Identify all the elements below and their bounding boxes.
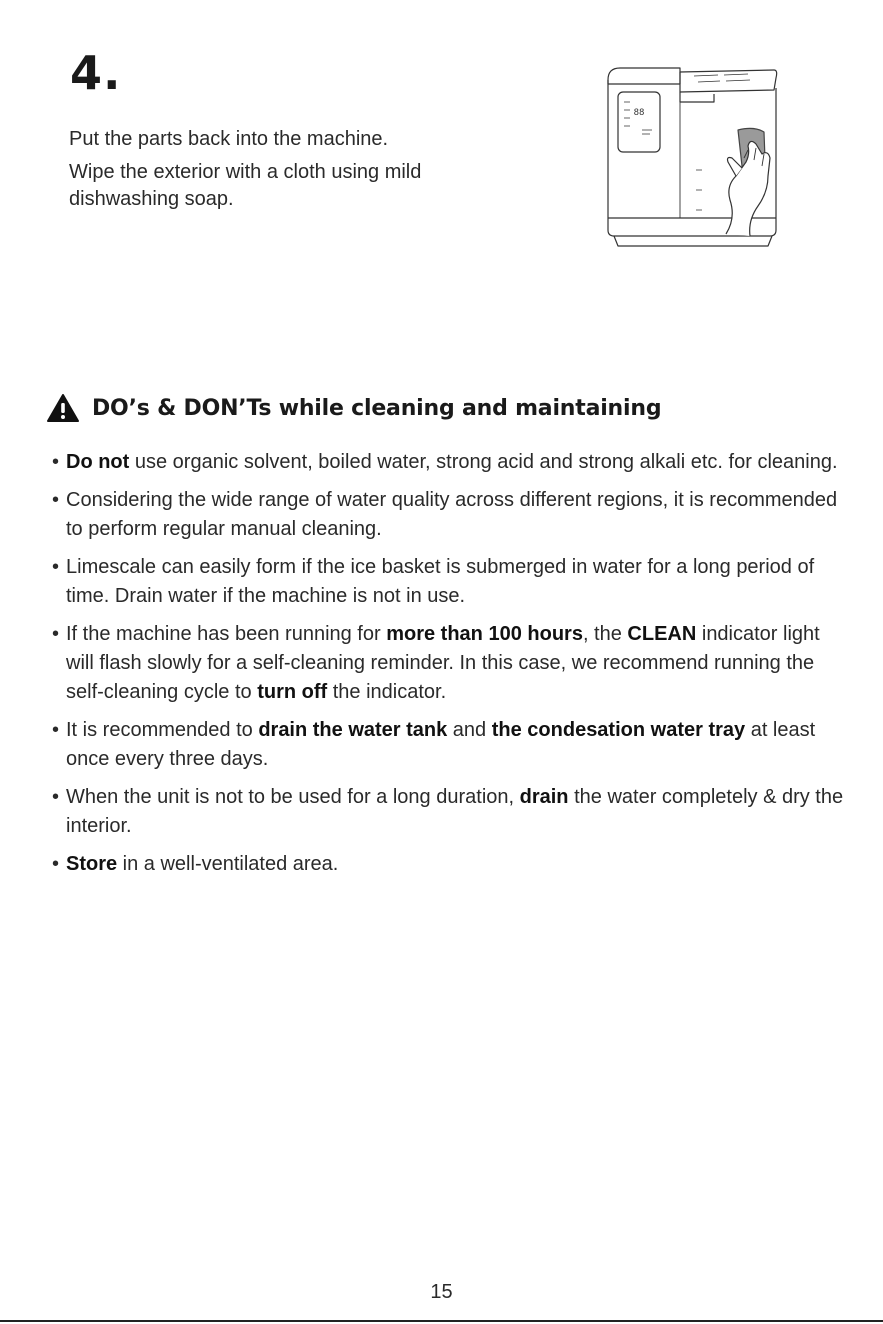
rule-emphasis: drain the water tank <box>258 719 448 741</box>
step-line-2: Wipe the exterior with a cloth using mild dishwashing soap. <box>69 161 422 210</box>
step-number: 4. <box>70 46 122 100</box>
rule-text: use organic solvent, boiled water, strong acid and strong alkali etc. for cleaning. <box>129 451 838 473</box>
rule-item <box>52 850 852 879</box>
rule-item <box>52 448 852 477</box>
dos-and-donts-list <box>52 448 852 879</box>
warning-title: DO’s & DON’Ts while cleaning and maintaining <box>92 395 662 421</box>
rule-text: indicator light will flash slowly for a self-cleaning reminder. In this case, we recommend running the self-cleaning cycle to <box>66 623 820 703</box>
rule-text: at least once every three days. <box>66 719 816 770</box>
rule-emphasis: drain <box>519 786 569 808</box>
rule-emphasis: Store <box>66 853 118 875</box>
display-digits: 88 <box>633 108 645 118</box>
rule-text: the water completely & dry the interior. <box>66 786 844 837</box>
warning-triangle-icon <box>46 393 80 423</box>
rule-emphasis: turn off <box>257 681 328 703</box>
rule-emphasis: Do not <box>66 451 130 473</box>
rule-item <box>52 486 852 544</box>
rule-text: If the machine has been running for <box>66 623 387 645</box>
rule-text: It is recommended to <box>66 719 259 741</box>
rule-item <box>52 716 852 774</box>
rule-emphasis: the condesation water tray <box>491 719 746 741</box>
rule-text: Limescale can easily form if the ice basket is submerged in water for a long period of time. Drain water if the machine is not in use. <box>66 556 815 607</box>
rule-text: in a well-ventilated area. <box>117 853 339 875</box>
rule-item <box>52 553 852 611</box>
page-bottom-rule <box>0 1320 883 1322</box>
rule-text: Considering the wide range of water quality across different regions, it is recommended to perform regular manual cleaning. <box>66 489 838 540</box>
rule-emphasis: more than 100 hours <box>386 623 583 645</box>
page-number: 15 <box>430 1281 453 1303</box>
rule-text: the indicator. <box>327 681 447 703</box>
step-instructions <box>69 126 529 213</box>
rule-emphasis: CLEAN <box>627 623 697 645</box>
step-line-1: Put the parts back into the machine. <box>69 128 389 150</box>
rule-item <box>52 620 852 707</box>
rule-item <box>52 783 852 841</box>
rule-text: and <box>447 719 492 741</box>
machine-wiping-illustration <box>598 58 788 258</box>
warning-header <box>46 393 661 423</box>
rule-text: When the unit is not to be used for a long duration, <box>66 786 520 808</box>
rule-text: , the <box>582 623 628 645</box>
